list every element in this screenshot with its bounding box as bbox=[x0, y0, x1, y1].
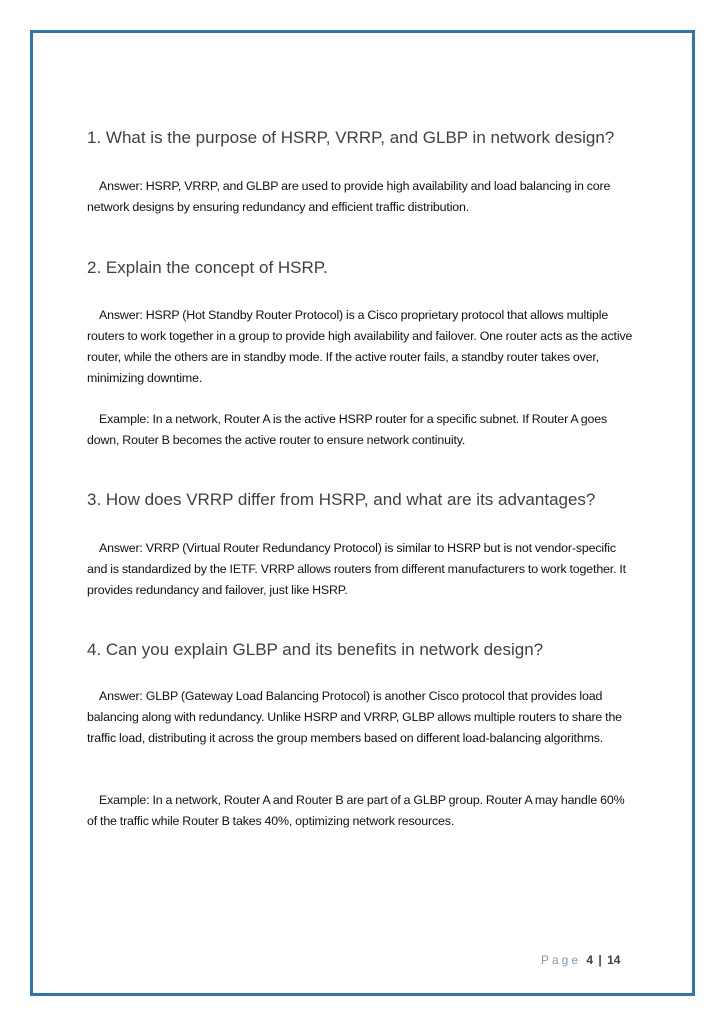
example-paragraph-2: Example: In a network, Router A is the active HSRP router for a specific subnet. If Router A goes down, Router B becomes the active router to ensure network continuity. bbox=[87, 412, 608, 447]
question-heading-4: 4. Can you explain GLBP and its benefits in network design? bbox=[87, 640, 544, 659]
page-label: Page bbox=[541, 953, 582, 967]
question-heading-1: 1. What is the purpose of HSRP, VRRP, and GLBP in network design? bbox=[87, 128, 615, 147]
answer-paragraph-4: Answer: GLBP (Gateway Load Balancing Protocol) is another Cisco protocol that provides load balancing along with redundancy. Unlike HSRP and VRRP, GLBP allows multiple routers to share the traffic load, distributing it across the group members based on different load-balancing algorithms. bbox=[87, 689, 622, 745]
example-paragraph-4: Example: In a network, Router A and Router B are part of a GLBP group. Router A may handle 60% of the traffic while Router B takes 40%, optimizing network resources. bbox=[87, 793, 625, 828]
current-page-number: 4 bbox=[586, 953, 594, 967]
page-footer bbox=[541, 953, 620, 967]
total-pages: 14 bbox=[607, 953, 621, 967]
answer-paragraph-2: Answer: HSRP (Hot Standby Router Protocol) is a Cisco proprietary protocol that allows multiple routers to work together in a group to provide high availability and failover. One router acts as the active router, while the others are in standby mode. If the active router fails, a standby router takes over, minimizing downtime. bbox=[87, 308, 633, 385]
page-separator: | bbox=[598, 953, 602, 967]
answer-paragraph-3: Answer: VRRP (Virtual Router Redundancy Protocol) is similar to HSRP but is not vendor-specific and is standardized by the IETF. VRRP allows routers from different manufacturers to work together. It provides redundancy and failover, just like HSRP. bbox=[87, 541, 626, 597]
page-border bbox=[30, 30, 695, 996]
answer-paragraph-1: Answer: HSRP, VRRP, and GLBP are used to provide high availability and load balancing in core network designs by ensuring redundancy and efficient traffic distribution. bbox=[87, 179, 611, 214]
question-heading-3: 3. How does VRRP differ from HSRP, and what are its advantages? bbox=[87, 490, 596, 509]
question-heading-2: 2. Explain the concept of HSRP. bbox=[87, 258, 328, 277]
